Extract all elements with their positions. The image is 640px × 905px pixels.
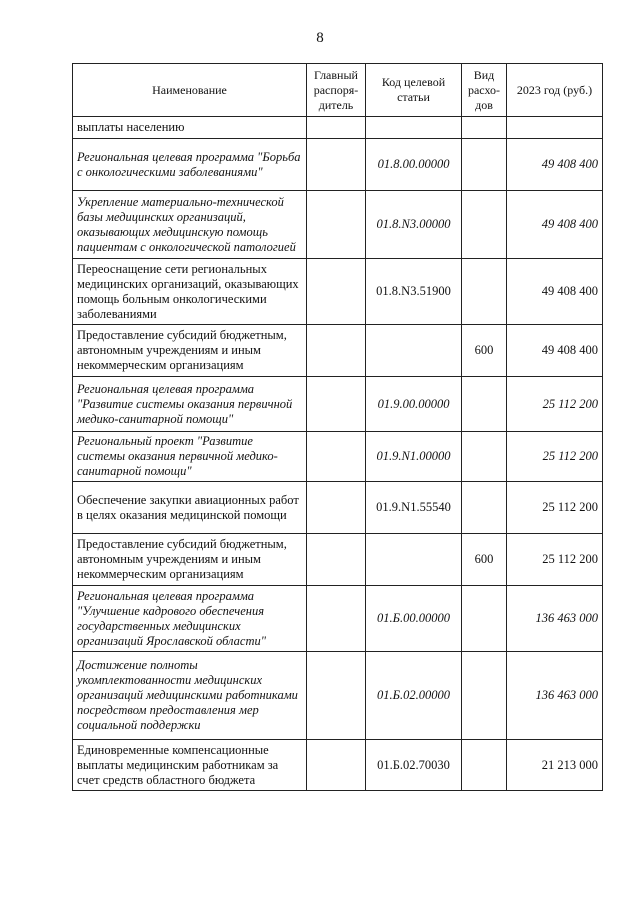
cell-admin — [307, 432, 366, 482]
cell-amount: 25 112 200 — [507, 482, 603, 534]
cell-type — [462, 139, 507, 191]
cell-name: Региональная целевая программа "Борьба с онкологическими заболеваниями" — [73, 139, 307, 191]
cell-code: 01.9.N1.00000 — [366, 432, 462, 482]
page-number: 8 — [316, 30, 324, 46]
cell-amount: 136 463 000 — [507, 586, 603, 652]
cell-admin — [307, 586, 366, 652]
cell-code — [366, 117, 462, 139]
table-row — [73, 191, 603, 259]
cell-name: Региональный проект "Развитие системы оказания первичной медико-санитарной помощи" — [73, 432, 307, 482]
cell-type — [462, 377, 507, 432]
cell-type: 600 — [462, 325, 507, 377]
table-body — [73, 117, 603, 791]
cell-type — [462, 259, 507, 325]
cell-amount: 49 408 400 — [507, 259, 603, 325]
cell-admin — [307, 139, 366, 191]
cell-amount: 136 463 000 — [507, 652, 603, 740]
cell-type — [462, 482, 507, 534]
header-amount: 2023 год (руб.) — [507, 64, 603, 117]
cell-name: Достижение полноты укомплектованности медицинских организаций медицинскими работниками посредством предоставления мер социальной поддержки — [73, 652, 307, 740]
cell-code: 01.8.N3.00000 — [366, 191, 462, 259]
cell-code: 01.9.N1.55540 — [366, 482, 462, 534]
cell-admin — [307, 652, 366, 740]
header-name: Наименование — [73, 64, 307, 117]
budget-table — [72, 63, 603, 791]
cell-admin — [307, 740, 366, 791]
table-row — [73, 139, 603, 191]
cell-name: Обеспечение закупки авиационных работ в целях оказания медицинской помощи — [73, 482, 307, 534]
cell-code: 01.8.00.00000 — [366, 139, 462, 191]
cell-code — [366, 534, 462, 586]
cell-amount: 25 112 200 — [507, 534, 603, 586]
cell-admin — [307, 117, 366, 139]
cell-type — [462, 740, 507, 791]
table-row — [73, 652, 603, 740]
cell-name: Региональная целевая программа "Развитие системы оказания первичной медико-санитарной помощи" — [73, 377, 307, 432]
cell-admin — [307, 325, 366, 377]
cell-code: 01.8.N3.51900 — [366, 259, 462, 325]
cell-name: Предоставление субсидий бюджетным, автономным учреждениям и иным некоммерческим организациям — [73, 534, 307, 586]
table-row — [73, 377, 603, 432]
cell-code: 01.Б.02.70030 — [366, 740, 462, 791]
cell-amount: 49 408 400 — [507, 139, 603, 191]
cell-code: 01.Б.02.00000 — [366, 652, 462, 740]
cell-type — [462, 117, 507, 139]
cell-admin — [307, 534, 366, 586]
cell-admin — [307, 482, 366, 534]
cell-amount: 25 112 200 — [507, 432, 603, 482]
table-row — [73, 325, 603, 377]
table-row — [73, 117, 603, 139]
table-row — [73, 586, 603, 652]
cell-type — [462, 652, 507, 740]
table-row — [73, 482, 603, 534]
cell-admin — [307, 377, 366, 432]
table-row — [73, 740, 603, 791]
cell-type — [462, 191, 507, 259]
table-row — [73, 432, 603, 482]
header-type: Вид расхо-дов — [462, 64, 507, 117]
cell-name: Укрепление материально-технической базы медицинских организаций, оказывающих медицинскую помощь пациентам с онкологической патологией — [73, 191, 307, 259]
table-row — [73, 534, 603, 586]
cell-amount — [507, 117, 603, 139]
cell-type — [462, 586, 507, 652]
cell-name: Предоставление субсидий бюджетным, автономным учреждениям и иным некоммерческим организациям — [73, 325, 307, 377]
cell-code: 01.Б.00.00000 — [366, 586, 462, 652]
cell-type: 600 — [462, 534, 507, 586]
cell-type — [462, 432, 507, 482]
cell-code — [366, 325, 462, 377]
table-header-row — [73, 64, 603, 117]
cell-amount: 49 408 400 — [507, 191, 603, 259]
cell-amount: 25 112 200 — [507, 377, 603, 432]
cell-admin — [307, 191, 366, 259]
cell-name: Единовременные компенсационные выплаты медицинским работникам за счет средств областного бюджета — [73, 740, 307, 791]
header-admin: Главный распоря-дитель — [307, 64, 366, 117]
cell-code: 01.9.00.00000 — [366, 377, 462, 432]
cell-amount: 21 213 000 — [507, 740, 603, 791]
cell-name: Региональная целевая программа "Улучшение кадрового обеспечения государственных медицинских организаций Ярославской области" — [73, 586, 307, 652]
cell-name: Переоснащение сети региональных медицинских организаций, оказывающих помощь больным онкологическими заболеваниями — [73, 259, 307, 325]
table-row — [73, 259, 603, 325]
cell-admin — [307, 259, 366, 325]
cell-name: выплаты населению — [73, 117, 307, 139]
cell-amount: 49 408 400 — [507, 325, 603, 377]
header-code: Код целевой статьи — [366, 64, 462, 117]
